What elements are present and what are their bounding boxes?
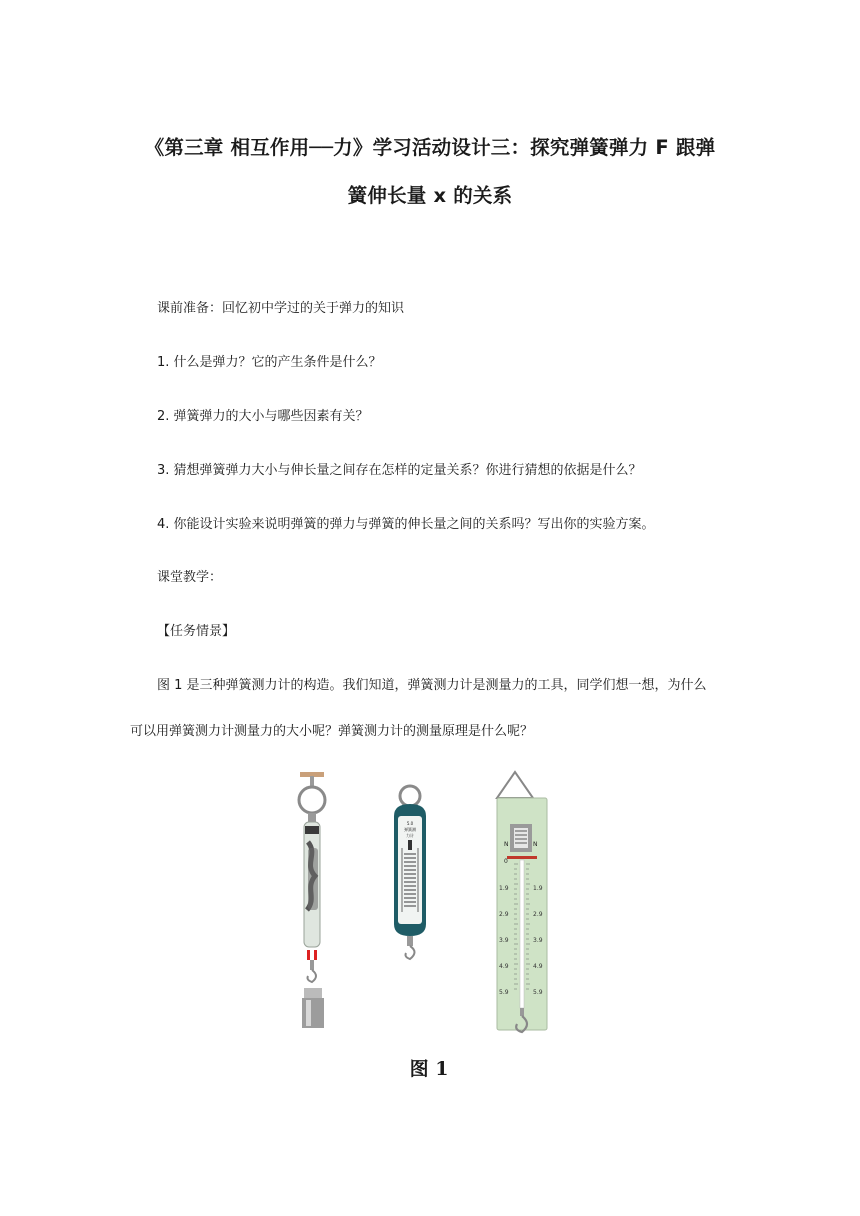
paragraph-question-3: 3. 猜想弹簧弹力大小与伸长量之间存在怎样的定量关系？你进行猜想的依据是什么？ [157,463,642,478]
paragraph-task-heading: 【任务情景】 [157,624,236,639]
tick-label-right-4: 4.9 [533,963,543,970]
figure-spring-scales [290,764,568,1086]
board-spring-scale [497,772,547,1032]
paragraph-task-body: 图 1 是三种弹簧测力计的构造。我们知道，弹簧测力计是测量力的工具，同学们想一想，为什么 [157,678,707,693]
tick-label-left-3: 3.9 [499,937,509,944]
tick-label-left-1: 1.9 [499,885,509,892]
tick-label-left-2: 2.9 [499,911,509,918]
unit-label-right: N [533,841,538,848]
tick-label-left-5: 5.9 [499,989,509,996]
tick-label-left-4: 4.9 [499,963,509,970]
tick-label-right-5: 5.9 [533,989,543,996]
svg-text:力计: 力计 [406,833,414,838]
svg-text:5.0: 5.0 [406,821,414,826]
document-title-line-1: 《第三章 相互作用──力》学习活动设计三：探究弹簧弹力 F 跟弹 [144,136,716,159]
zero-label-left: 0 [504,858,508,865]
paragraph-question-1: 1. 什么是弹力？它的产生条件是什么？ [157,355,382,370]
tick-label-right-3: 3.9 [533,937,543,944]
tubular-spring-scale [299,772,325,1028]
paragraph-preparation: 课前准备：回忆初中学过的关于弹力的知识 [157,301,405,316]
paragraph-question-2: 2. 弹簧弹力的大小与哪些因素有关？ [157,409,369,424]
spring-scales-illustration [290,764,568,1054]
paragraph-classroom: 课堂教学： [157,570,223,585]
tick-label-right-2: 2.9 [533,911,543,918]
paragraph-question-4: 4. 你能设计实验来说明弹簧的弹力与弹簧的伸长量之间的关系吗？写出你的实验方案。 [157,517,655,532]
unit-label-left: N [504,841,509,848]
svg-text:弹簧测: 弹簧测 [404,827,416,832]
paragraph-task-body-continued: 可以用弹簧测力计测量力的大小呢？弹簧测力计的测量原理是什么呢？ [130,724,534,739]
figure-caption: 图 1 [409,1058,449,1080]
tick-label-right-1: 1.9 [533,885,543,892]
panel-spring-scale [394,786,426,959]
document-title-line-2: 簧伸长量 x 的关系 [347,184,513,207]
